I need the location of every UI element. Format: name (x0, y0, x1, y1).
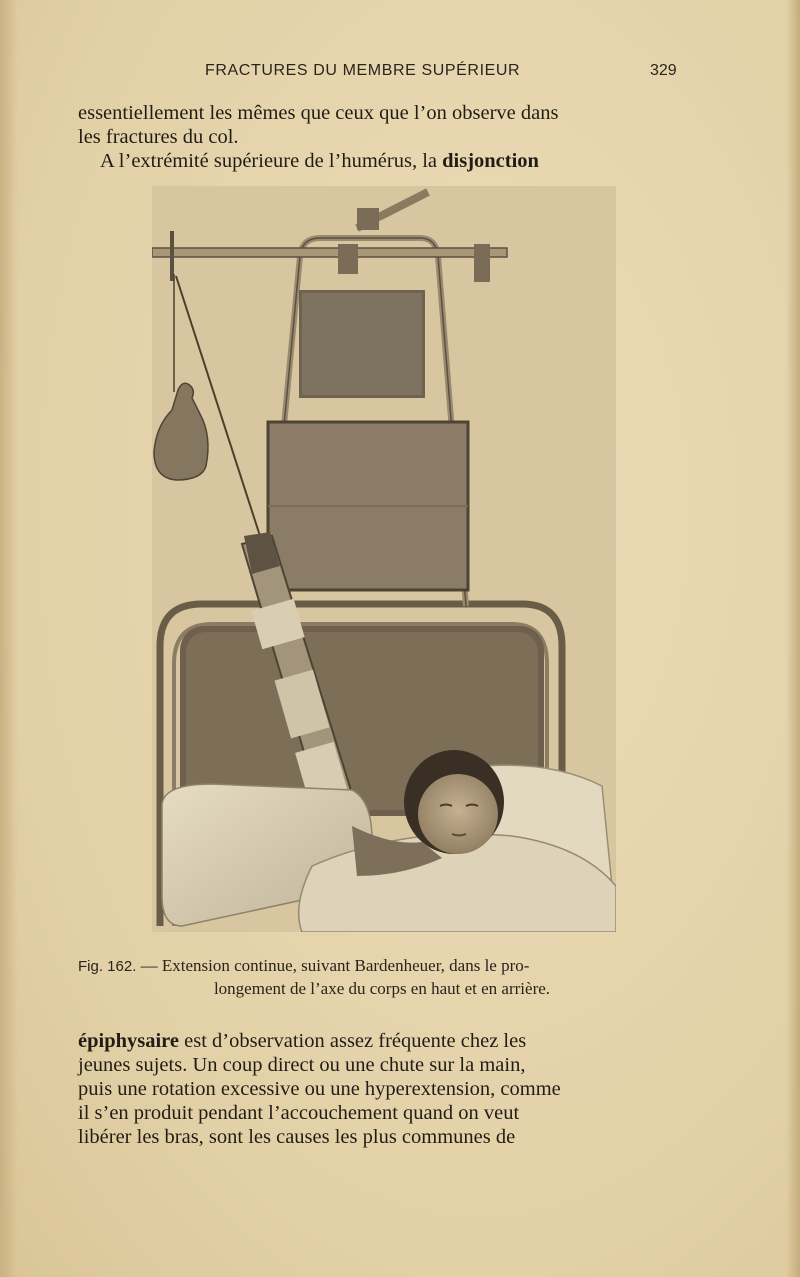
text-line: il s’en produit pendant l’accouchement quand on veut (78, 1102, 520, 1124)
figure-caption (78, 955, 686, 1000)
text-line: les fractures du col. (78, 126, 239, 148)
figure-illustration (152, 186, 616, 932)
bold-term: disjonction (442, 150, 539, 172)
caption-line (78, 955, 686, 978)
caption-text: — Extension continue, suivant Bardenheuer, dans le pro- (140, 956, 530, 975)
text-line (78, 149, 686, 173)
bold-term: épiphysaire (78, 1030, 179, 1052)
page-number: 329 (650, 62, 677, 79)
paragraph-bottom (78, 1029, 686, 1149)
text-line (78, 1029, 686, 1053)
figure-label: Fig. 162. (78, 958, 137, 975)
text-line: libérer les bras, sont les causes les plus communes de (78, 1126, 516, 1148)
text-line: essentiellement les mêmes que ceux que l’on observe dans (78, 102, 559, 124)
text-line-prefix: A l’extrémité supérieure de l’humérus, la (100, 150, 437, 172)
caption-line: longement de l’axe du corps en haut et en arrière. (213, 979, 551, 998)
page-edge-shadow-right (786, 0, 800, 1277)
paragraph-top (78, 101, 686, 173)
running-head: FRACTURES DU MEMBRE SUPÉRIEUR (205, 62, 521, 79)
text-line: puis une rotation excessive ou une hyperextension, comme (78, 1078, 561, 1100)
text-line-rest: est d’observation assez fréquente chez les (184, 1030, 527, 1052)
text-line: jeunes sujets. Un coup direct ou une chute sur la main, (78, 1054, 526, 1076)
photo-traction-apparatus (152, 186, 616, 932)
page-edge-shadow-left (0, 0, 18, 1277)
